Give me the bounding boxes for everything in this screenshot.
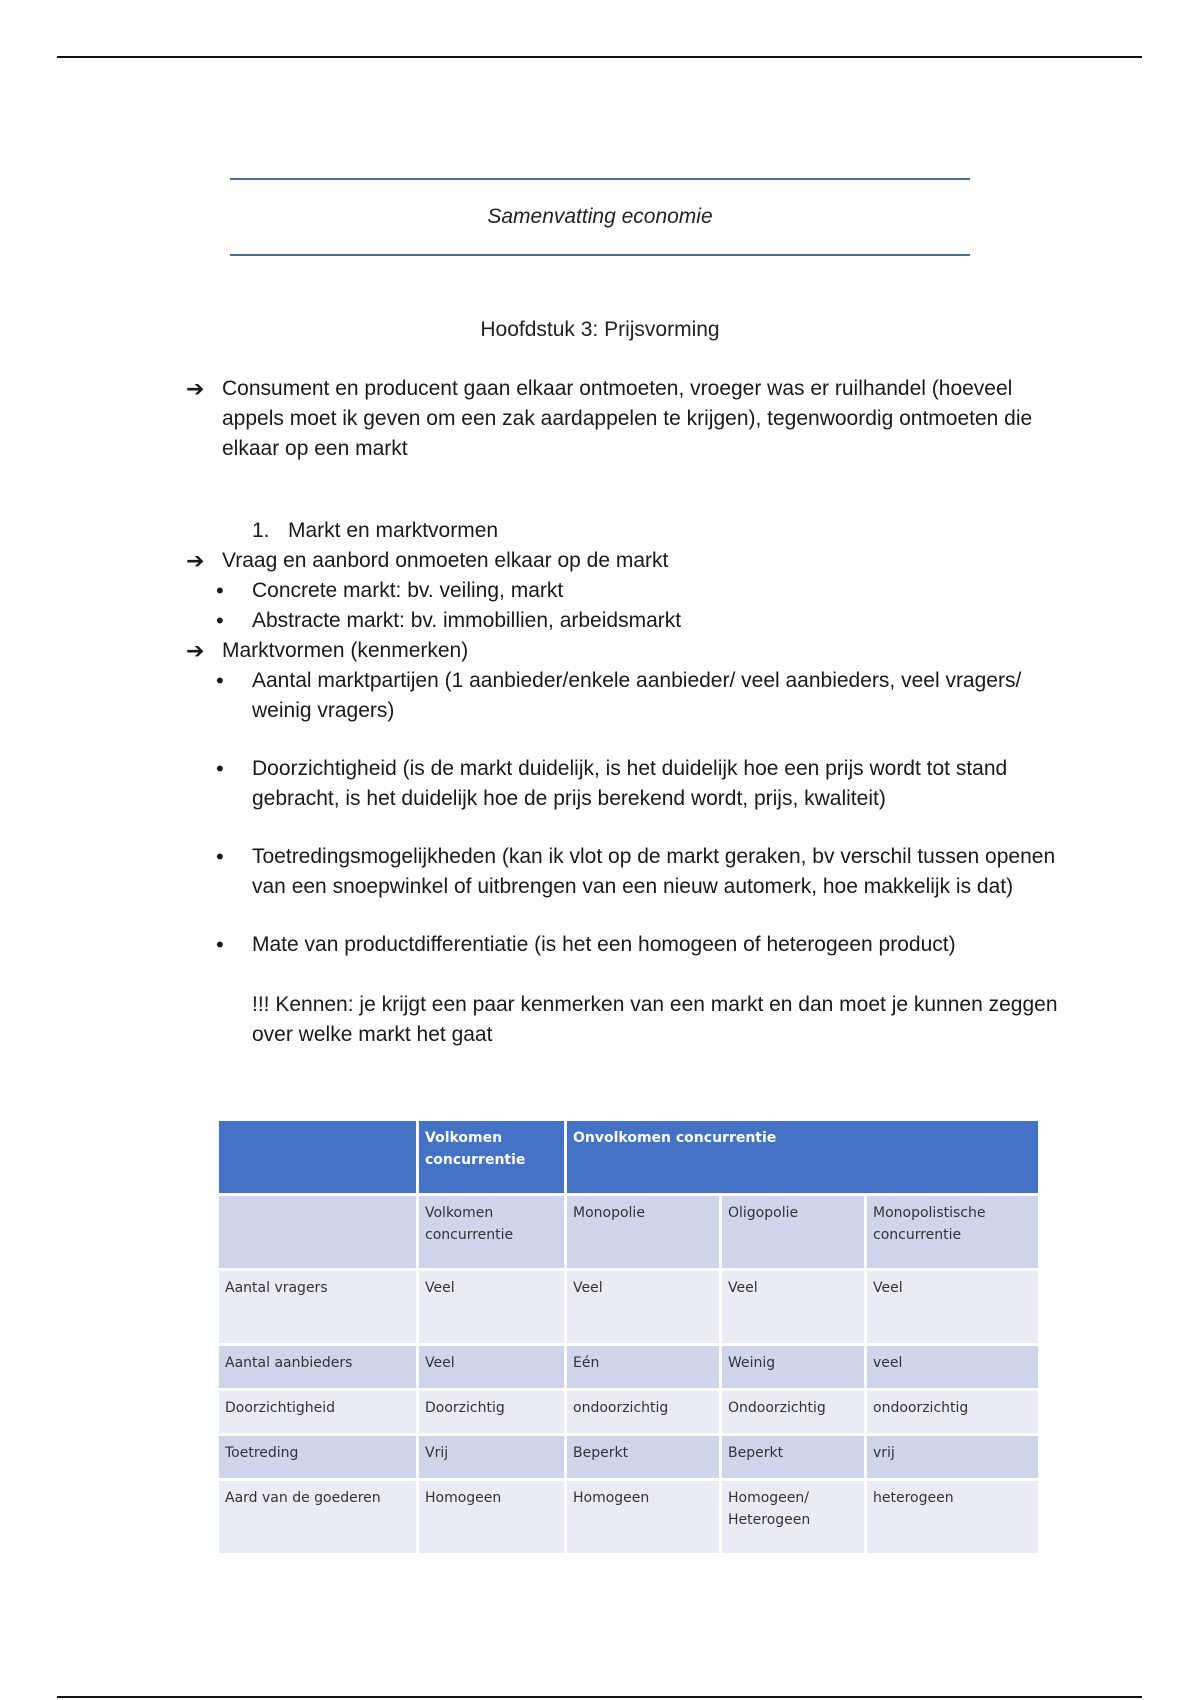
- table-cell: Aard van de goederen: [218, 1480, 418, 1555]
- document-title: Samenvatting economie: [487, 205, 713, 228]
- table-cell: Doorzichtig: [418, 1390, 566, 1435]
- section-heading: [186, 516, 1066, 546]
- section-number: 1.: [252, 519, 270, 542]
- arrow-icon: ➔: [186, 376, 205, 401]
- list-item-text: Toetredingsmogelijkheden (kan ik vlot op de markt geraken, bv verschil tussen openen van een snoepwinkel of uitbrengen van een nieuw automerk, hoe makkelijk is dat): [252, 845, 1056, 898]
- list-item-text: Mate van productdifferentiatie (is het een homogeen of heterogeen product): [252, 933, 956, 956]
- table-cell: ondoorzichtig: [866, 1390, 1040, 1435]
- study-note: !!! Kennen: je krijgt een paar kenmerken van een markt en dan moet je kunnen zeggen over welke markt het gaat: [252, 993, 1058, 1046]
- point-vraag-aanbod: [186, 546, 1066, 576]
- intro-paragraph: [186, 374, 1066, 464]
- market-forms-table: [216, 1118, 1038, 1556]
- list-item-text: Abstracte markt: bv. immobillien, arbeidsmarkt: [252, 609, 682, 632]
- table-cell: Aantal vragers: [218, 1270, 418, 1345]
- bullet-icon: •: [216, 844, 224, 869]
- list-item: [186, 930, 1066, 960]
- table-cell: Veel: [418, 1270, 566, 1345]
- table-header-cell: [218, 1120, 418, 1195]
- page-top-rule: [57, 56, 1142, 58]
- intro-text: Consument en producent gaan elkaar ontmoeten, vroeger was er ruilhandel (hoeveel appels moet ik geven om een zak aardappelen te krijgen), tegenwoordig ontmoeten die elkaar op een markt: [222, 377, 1033, 460]
- table-cell: Veel: [566, 1270, 721, 1345]
- bullet-icon: •: [216, 756, 224, 781]
- table-cell: Aantal aanbieders: [218, 1345, 418, 1390]
- bullet-icon: •: [216, 608, 224, 633]
- table-cell: Monopolistische concurrentie: [866, 1195, 1040, 1270]
- point-text: Vraag en aanbord onmoeten elkaar op de markt: [222, 549, 669, 572]
- table-row: [218, 1435, 1040, 1480]
- document-body: [186, 374, 1066, 1050]
- table-cell: Ondoorzichtig: [721, 1390, 866, 1435]
- bullet-icon: •: [216, 578, 224, 603]
- section-heading-text: Markt en marktvormen: [288, 519, 499, 542]
- page-bottom-rule: [57, 1696, 1142, 1698]
- list-item: [186, 754, 1066, 814]
- table-cell: Beperkt: [566, 1435, 721, 1480]
- arrow-icon: ➔: [186, 548, 205, 573]
- table-cell: Monopolie: [566, 1195, 721, 1270]
- table-row: [218, 1270, 1040, 1345]
- point-marktvormen: [186, 636, 1066, 666]
- table-cell: ondoorzichtig: [566, 1390, 721, 1435]
- table-cell: Doorzichtigheid: [218, 1390, 418, 1435]
- table-cell: Homogeen: [566, 1480, 721, 1555]
- table-cell: Veel: [721, 1270, 866, 1345]
- list-item-text: Concrete markt: bv. veiling, markt: [252, 579, 564, 602]
- table-header-cell: Volkomen concurrentie: [418, 1120, 566, 1195]
- table-cell: Oligopolie: [721, 1195, 866, 1270]
- table-cell: Weinig: [721, 1345, 866, 1390]
- table-cell: Homogeen: [418, 1480, 566, 1555]
- list-item: [186, 606, 1066, 636]
- table-cell: [218, 1195, 418, 1270]
- table-cell: Veel: [866, 1270, 1040, 1345]
- table-row: [218, 1345, 1040, 1390]
- title-block: [230, 178, 970, 256]
- table-subheader-row: [218, 1195, 1040, 1270]
- list-item: [186, 576, 1066, 606]
- arrow-icon: ➔: [186, 638, 205, 663]
- table-cell: Toetreding: [218, 1435, 418, 1480]
- list-item: [186, 666, 1066, 726]
- table-cell: Veel: [418, 1345, 566, 1390]
- table-cell: Vrij: [418, 1435, 566, 1480]
- table-cell: vrij: [866, 1435, 1040, 1480]
- table-cell: veel: [866, 1345, 1040, 1390]
- list-item: [186, 842, 1066, 902]
- bullet-icon: •: [216, 932, 224, 957]
- table-row: [218, 1390, 1040, 1435]
- list-item-text: Aantal marktpartijen (1 aanbieder/enkele aanbieder/ veel aanbieders, veel vragers/ weinig vragers): [252, 669, 1022, 722]
- table-cell: Volkomen concurrentie: [418, 1195, 566, 1270]
- point-text: Marktvormen (kenmerken): [222, 639, 469, 662]
- table-cell: Eén: [566, 1345, 721, 1390]
- table-cell: heterogeen: [866, 1480, 1040, 1555]
- table-cell: Beperkt: [721, 1435, 866, 1480]
- list-item-text: Doorzichtigheid (is de markt duidelijk, is het duidelijk hoe een prijs wordt tot stand gebracht, is het duidelijk hoe de prijs berekend wordt, prijs, kwaliteit): [252, 757, 1008, 810]
- bullet-icon: •: [216, 668, 224, 693]
- table-row: [218, 1480, 1040, 1555]
- chapter-title: Hoofdstuk 3: Prijsvorming: [480, 318, 720, 341]
- table-header-row: [218, 1120, 1040, 1195]
- table-header-cell: Onvolkomen concurrentie: [566, 1120, 1040, 1195]
- table-cell: Homogeen/ Heterogeen: [721, 1480, 866, 1555]
